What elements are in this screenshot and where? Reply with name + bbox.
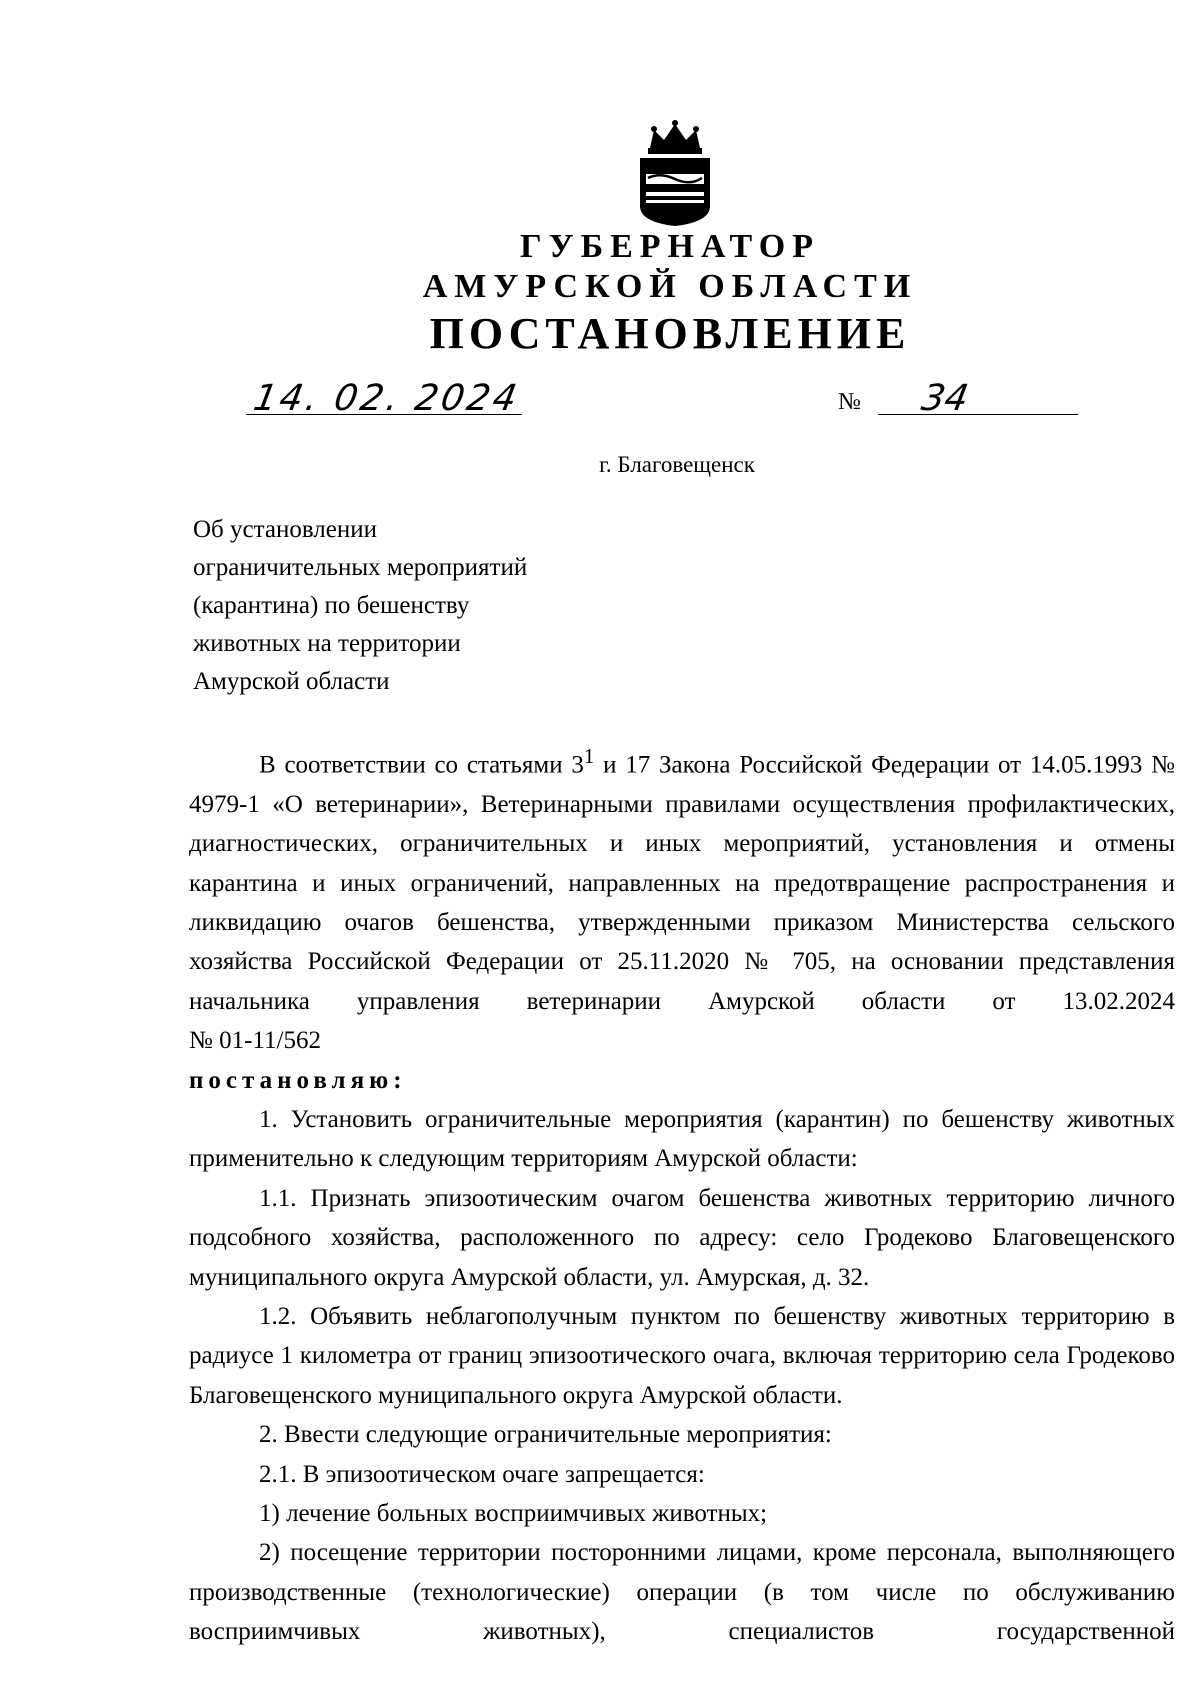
organization-region: АМУРСКОЙ ОБЛАСТИ: [422, 268, 918, 305]
resolve-word: постановляю:: [189, 1066, 407, 1094]
item-paragraph: 2.1. В эпизоотическом очаге запрещается:: [259, 1460, 705, 1488]
subject-line: ограничительных мероприятий: [193, 554, 528, 581]
preamble-superscript: 1: [583, 744, 595, 768]
subject-line: (карантина) по бешенству: [193, 592, 470, 619]
document-body: [189, 737, 1175, 1652]
item-paragraph: 2) посещение территории посторонними лицами, кроме персонала, выполняющего производственные (технологические) операции (в том числе по обслуживанию восприимчивых животных), специалистов государственной: [189, 1539, 1175, 1646]
organization-title: ГУБЕРНАТОР: [520, 228, 820, 265]
city-line: г. Благовещенск: [599, 452, 755, 477]
item-paragraph: 1.2. Объявить неблагополучным пунктом по бешенству животных территорию в радиусе 1 километра от границ эпизоотического очага, включая территорию села Гродеково Благовещенского муниципального округа Амурской области.: [189, 1303, 1175, 1409]
item-paragraph: 1. Установить ограничительные мероприятия (карантин) по бешенству животных применительно к следующим территориям Амурской области:: [189, 1105, 1175, 1173]
item-paragraph: 1.1. Признать эпизоотическим очагом бешенства животных территорию личного подсобного хозяйства, расположенного по адресу: село Гродеково Благовещенского муниципального округа Амурской области, ул. Амурская, д. 32.: [189, 1184, 1175, 1291]
subject-line: Амурской области: [193, 668, 390, 695]
item-paragraph: 2. Ввести следующие ограничительные мероприятия:: [259, 1421, 832, 1449]
subject-line: животных на территории: [193, 630, 461, 657]
document-type-title: ПОСТАНОВЛЕНИЕ: [429, 309, 911, 358]
document-subject: [193, 511, 527, 701]
preamble-text-rest: и 17 Закона Российской Федерации от 14.05.1993 № 4979-1 «О ветеринарии», Ветеринарными правилами осуществления профилактических, диагностических, ограничительных и иных мероприятий, установления и отмены карантина и иных ограничений, направленных на предотвращение распространения и ликвидацию очагов бешенства, утвержденными приказом Министерства сельского хозяйства Российской Федерации от 25.11.2020 № 705, на основании представления начальника управления ветеринарии Амурской области от 13.02.2024: [189, 751, 1175, 1015]
number-underline: [878, 414, 1078, 415]
item-paragraph: 1) лечение больных восприимчивых животных;: [259, 1500, 768, 1528]
preamble-text-start: В соответствии со статьями 3: [259, 751, 584, 779]
number-label: №: [838, 389, 861, 415]
document-date: 14. 02. 2024: [250, 378, 523, 419]
subject-line: Об установлении: [193, 516, 378, 543]
coat-of-arms-icon: [630, 118, 720, 228]
preamble-paragraph: [189, 737, 1175, 1021]
document-number: 34: [918, 378, 972, 419]
preamble-tail: № 01-11/562: [189, 1027, 321, 1055]
